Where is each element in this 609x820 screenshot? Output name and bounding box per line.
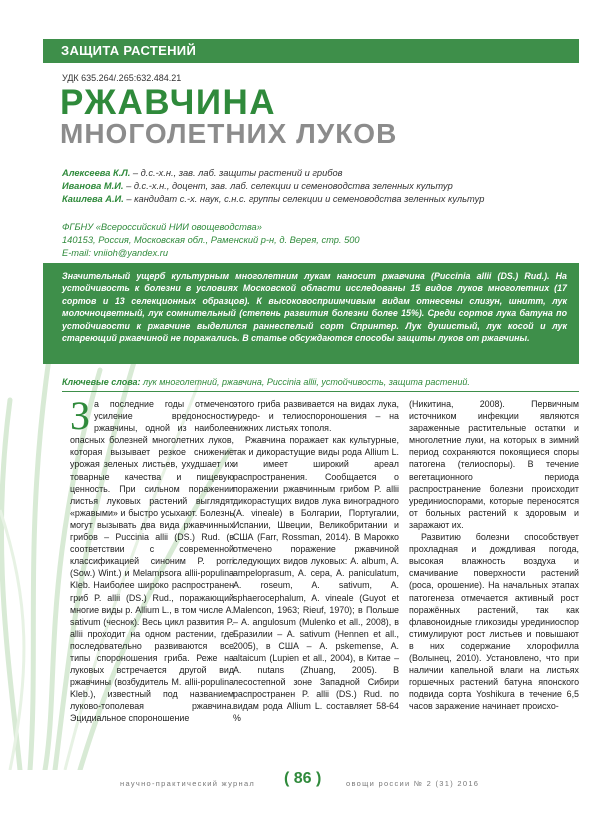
drop-cap: З xyxy=(70,393,91,438)
page-footer xyxy=(0,769,609,799)
journal-issue: овощи россии № 2 (31) 2016 xyxy=(346,779,480,788)
body-column-1 xyxy=(70,393,234,725)
abstract-box xyxy=(43,263,579,364)
affiliation-email[interactable]: E-mail: vniioh@yandex.ru xyxy=(62,248,169,258)
author-entry xyxy=(62,193,582,206)
affiliation-org: ФГБНУ «Всероссийский НИИ овощеводства» xyxy=(62,222,262,232)
body-column-2 xyxy=(233,398,399,725)
affiliation-block xyxy=(62,221,582,260)
keywords-text: лук многолетний, ржавчина, Puccinia allii, устойчивость, защита растений. xyxy=(140,377,470,387)
author-info: – д.с.-х.н., доцент, зав. лаб. селекции и семеноводства зеленных культур xyxy=(123,181,453,191)
keywords-label: Ключевые слова: xyxy=(62,377,141,387)
body-column-3 xyxy=(409,398,579,712)
author-name: Кашлева А.И. xyxy=(62,194,124,204)
udk-code: УДК 635.264/.265:632.484.21 xyxy=(62,73,182,83)
page-number: ( 86 ) xyxy=(284,770,322,787)
article-title-line2: МНОГОЛЕТНИХ ЛУКОВ xyxy=(60,118,398,149)
author-name: Алексеева К.Л. xyxy=(62,168,131,178)
article-title-line1: РЖАВЧИНА xyxy=(60,83,277,122)
section-header-bar xyxy=(43,39,579,63)
authors-block xyxy=(62,167,582,206)
author-entry xyxy=(62,167,582,180)
journal-type: научно-практический журнал xyxy=(120,779,256,788)
author-name: Иванова М.И. xyxy=(62,181,124,191)
affiliation-address: 140153, Россия, Московская обл., Раменский р-н, д. Верея, стр. 500 xyxy=(62,235,360,245)
body-paragraph: (Никитина, 2008). Первичным источником инфекции являются зараженные растительные остатки и многолетние луки, на которых в зимний период сохраняются покоящиеся споры патогена (телиоспоры). В течение вегетационного периода распространение болезни происходит урединиоспорами, которые переносятся от больных растений к здоровым и заражают их. xyxy=(409,399,579,530)
body-paragraph: Ржавчина поражает как культурные, так и дикорастущие виды рода Allium L. и имеет широкий ареал распространения. Сообщается о поражении ржавчинным грибом P. allii дикорастущих видов лука виноградного (A. vineale) в Болгарии, Португалии, Испании, Швеции, Великобритании и США (Farr, Rossman, 2014). В Марокко отмечено поражение ржавчиной следующих видов луковых: A. album, A. ampeloprasum, A. cepa, A. paniculatum, A. roseum, A. sativum, A. sphaerocephalum, A. vineale (Guyot et Malencon, 1963; Rieuf, 1970); в Польше – A. angulosum (Mulenko et all., 2008), в Бразилии – A. sativum (Hennen et all., 2005), в США – A. pskemense, A. altaicum (Lupien et all., 2004), в Китае – A. nutans (Zhuang, 2005). В лесостепной зоне Западной Сибири распространен P. allii (DS.) Rud. по видам рода Allium L. составляет 58-64 % xyxy=(233,435,399,724)
body-paragraph: этого гриба развивается на видах лука, уредо- и телиоспороношения – на нижних листьях тополя. xyxy=(233,399,399,434)
body-paragraph: Развитию болезни способствует прохладная и дождливая погода, высокая влажность воздуха и смачивание поверхности растений (роса, орошение). На начальных этапах патогенеза отмечается активный рост поражённых растений, так как флавоноидные гликозиды урединиоспор стимулируют рост листьев и повышают в них содержание хлорофилла (Волынец, 2010). Установлено, что при наличии капельной влаги на листьях горшечных растений батуна японского подвида сорта Yoshikura в течение 6,5 часов заражение начинает происхо- xyxy=(409,532,579,712)
abstract-text: Значительный ущерб культурным многолетним лукам наносит ржавчина (Puccinia allii (DS.) Rud.). На устойчивость к болезни в условиях Московской области исследованы 15 видов луков многолетних (17 сортов и 13 селекционных образцов). К высоковосприимчивым видам отнесены слизун, шнитт, лук молочноцветный, лук сомнительный (степень развития болезни более 15%). Среди сортов лука батуна по устойчивости к ржавчине выделился раннеспелый сорт Спринтер. Лук душистый, лук косой и лук стареющий ржавчиной не поражались. В статье обсуждаются способы защиты луков от ржавчины. xyxy=(62,271,567,344)
keywords-divider xyxy=(62,391,579,392)
author-info: – кандидат с.-х. наук, с.н.с. группы селекции и семеноводства зеленных культур xyxy=(123,194,485,204)
author-entry xyxy=(62,180,582,193)
keywords-line xyxy=(62,377,582,387)
body-paragraph: За последние годы отмечено усиление вредоносности ржавчины, одной из наиболее опасных болезней многолетних луков, которая вызывает резкое снижение урожая зеленых листьев, ухудшает их товарные качества и пищевую ценность. При сильном поражении листья луковых растений выглядят «ржавыми» и быстро усыхают. Болезнь могут вызывать два вида ржавчинных грибов – Puccinia allii (DS.) Rud. (в соответствии с современной классификацией синоним P. porri (Sow.) Wint.) и Melampsora allii-populina Kleb. Наиболее широко распространен гриб P. allii (DS.) Rud., поражающий многие виды р. Allium L., в том числе A. sativum (чеснок). Весь цикл развития P. allii проходит на одном растении, где последовательно развиваются все типы спороношения гриба. Реже на луковых встречается другой вид ржавчины (возбудитель M. allii-populina Kleb.), известный под названием луково-тополевая ржавчина. Эцидиальное спороношение xyxy=(70,393,234,724)
author-info: – д.с.-х.н., зав. лаб. защиты растений и грибов xyxy=(130,168,343,178)
section-title: ЗАЩИТА РАСТЕНИЙ xyxy=(61,43,197,58)
